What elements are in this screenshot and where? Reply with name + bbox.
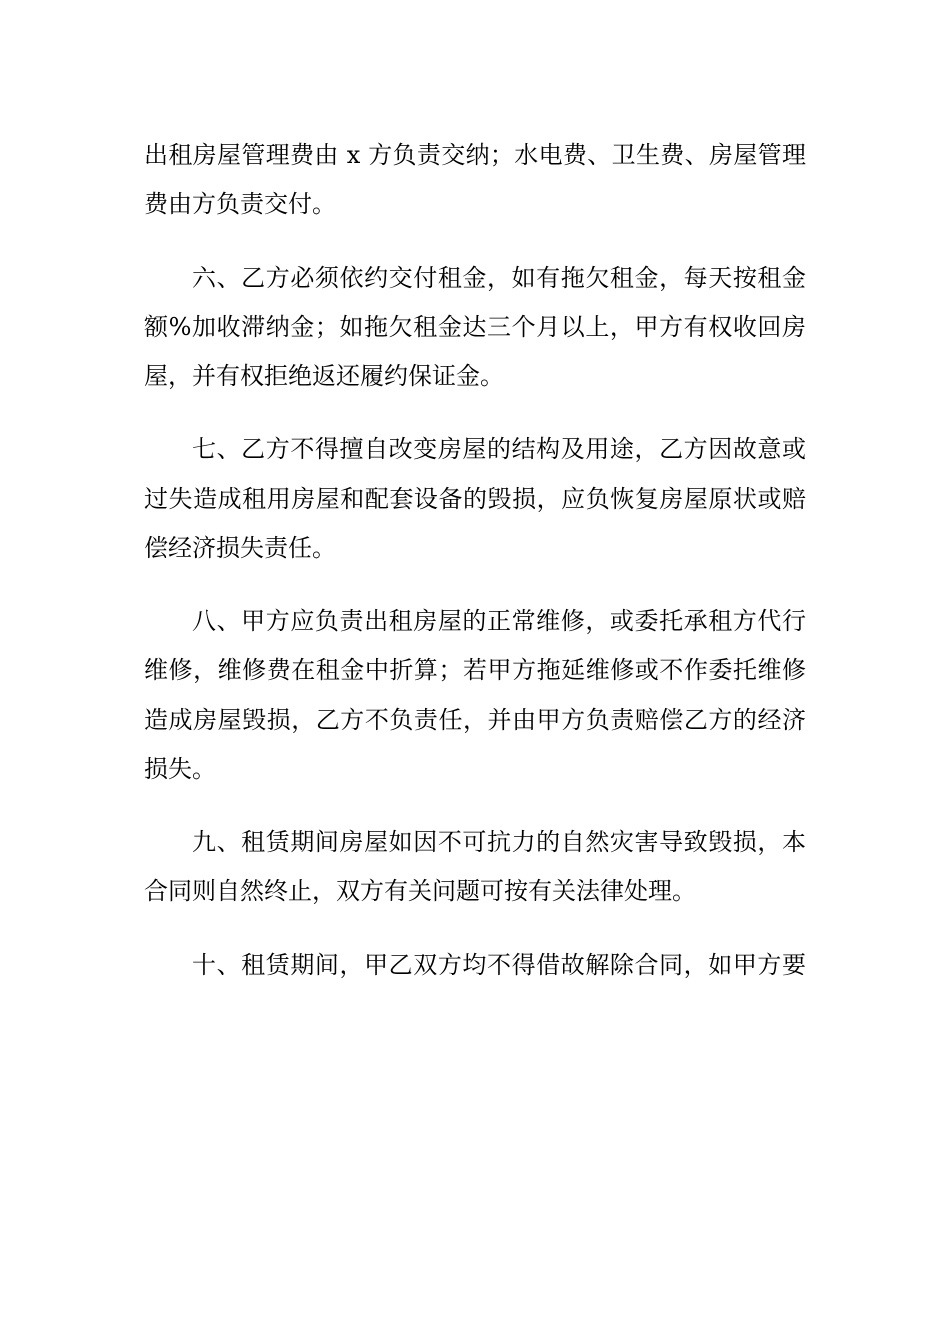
- text-line: 额%加收滞纳金；如拖欠租金达三个月以上，甲方有权收回房: [144, 312, 806, 341]
- paragraph-clause-6: [144, 254, 806, 402]
- text-line: 费由方负责交付。: [144, 190, 336, 219]
- text-line: 屋，并有权拒绝返还履约保证金。: [144, 362, 504, 390]
- text-line: 十、租赁期间，甲乙双方均不得借故解除合同，如甲方要: [192, 950, 806, 979]
- text-line: 损失。: [144, 754, 216, 783]
- text-line: 七、乙方不得擅自改变房屋的结构及用途，乙方因故意或: [192, 435, 806, 464]
- text-line: 八、甲方应负责出租房屋的正常维修，或委托承租方代行: [192, 607, 806, 636]
- text-line: 合同则自然终止，双方有关问题可按有关法律处理。: [144, 877, 696, 906]
- text-line: 造成房屋毁损，乙方不负责任，并由甲方负责赔偿乙方的经济: [144, 705, 806, 734]
- text-line: 九、租赁期间房屋如因不可抗力的自然灾害导致毁损，本: [192, 828, 806, 857]
- paragraph-management-fees: [144, 131, 806, 229]
- document-body: [144, 131, 806, 1014]
- text-line: 维修，维修费在租金中折算；若甲方拖延维修或不作委托维修: [144, 656, 806, 685]
- text-line: 过失造成租用房屋和配套设备的毁损，应负恢复房屋原状或赔: [144, 484, 806, 513]
- text-line: 六、乙方必须依约交付租金，如有拖欠租金，每天按租金: [192, 263, 806, 292]
- text-line: 偿经济损失责任。: [144, 533, 336, 562]
- paragraph-clause-8: [144, 597, 806, 794]
- text-line: 出租房屋管理费由 x 方负责交纳；水电费、卫生费、房屋管理: [144, 141, 806, 169]
- paragraph-clause-10: [144, 941, 806, 990]
- paragraph-clause-7: [144, 425, 806, 573]
- paragraph-clause-9: [144, 818, 806, 916]
